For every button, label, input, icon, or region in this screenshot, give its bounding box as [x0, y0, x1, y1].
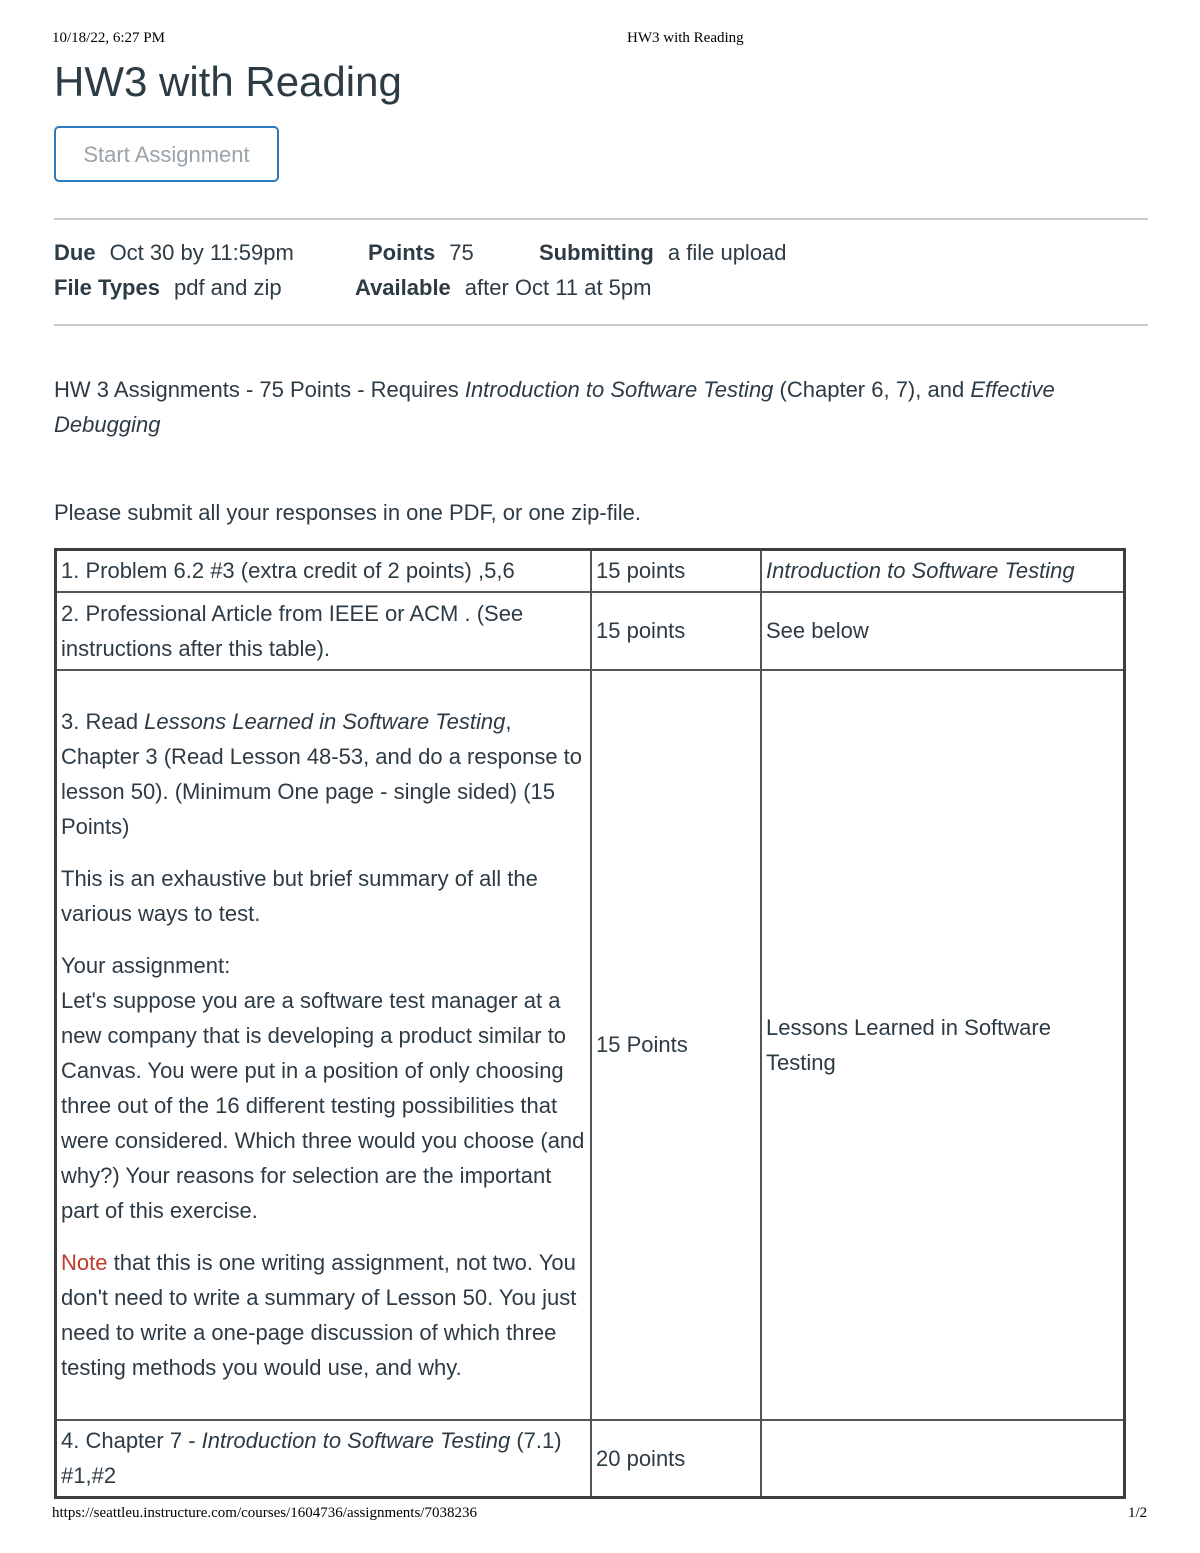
source-cell: Lessons Learned in Software Testing	[761, 670, 1125, 1420]
due-detail	[54, 240, 294, 266]
book-title: Lessons Learned in Software Testing	[144, 709, 506, 734]
task-text: 3. Read	[61, 709, 145, 734]
task-cell	[56, 1420, 592, 1498]
divider-bottom	[54, 324, 1148, 326]
task-cell: 2. Professional Article from IEEE or ACM . (See instructions after this table).	[56, 592, 592, 670]
task-cell	[56, 670, 592, 1420]
submit-instructions: Please submit all your responses in one PDF, or one zip-file.	[54, 500, 641, 525]
task-text: Let's suppose you are a software test manager at a new company that is developing a product similar to Canvas. You were put in a position of only choosing three out of the 16 different testing possibilities that were considered. Which three would you choose (and why?) Your reasons for selection are the important part of this exercise.	[61, 988, 585, 1223]
file-types-label: File Types	[54, 275, 160, 300]
task-text: Your assignment:	[61, 953, 231, 978]
submitting-label: Submitting	[539, 240, 654, 265]
intro-prefix: HW 3 Assignments - 75 Points - Requires	[54, 377, 465, 402]
task-paragraph	[61, 704, 586, 844]
table-row	[56, 592, 1125, 670]
task-paragraph: This is an exhaustive but brief summary of all the various ways to test.	[61, 866, 538, 926]
page-title: HW3 with Reading	[54, 58, 402, 105]
intro-middle: (Chapter 6, 7), and	[773, 377, 971, 402]
points-cell: 20 points	[591, 1420, 761, 1498]
task-paragraph	[61, 1245, 586, 1385]
book-title: Introduction to Software Testing	[201, 1428, 511, 1454]
due-value: Oct 30 by 11:59pm	[109, 240, 294, 265]
task-text: that this is one writing assignment, not two. You don't need to write a summary of Lesson 50. You just need to write a one-page discussion of which three testing methods you would use, and why.	[61, 1250, 577, 1380]
points-cell: 15 points	[591, 592, 761, 670]
print-date: 10/18/22, 6:27 PM	[52, 30, 165, 46]
table-row	[56, 670, 1125, 1420]
intro-book-1: Introduction to Software Testing	[464, 377, 774, 402]
intro-book-2: Effective Debugging	[54, 377, 1055, 437]
footer-url: https://seattleu.instructure.com/courses/1604736/assignments/7038236	[52, 1505, 477, 1521]
task-paragraph	[61, 948, 586, 1228]
points-cell: 15 Points	[591, 670, 761, 1420]
task-cell: 1. Problem 6.2 #3 (extra credit of 2 points) ,5,6	[56, 550, 592, 592]
submitting-value: a file upload	[667, 240, 787, 265]
available-detail	[355, 275, 651, 301]
points-detail	[368, 240, 474, 266]
source-text: Introduction to Software Testing	[766, 558, 1075, 584]
source-cell	[761, 550, 1125, 592]
assignment-intro	[54, 372, 1144, 442]
task-text: (7.1) #1,#2	[61, 1428, 562, 1489]
print-header-title: HW3 with Reading	[627, 30, 744, 46]
source-cell	[761, 1420, 1125, 1498]
source-cell: See below	[761, 592, 1125, 670]
note-label: Note	[61, 1250, 108, 1275]
start-assignment-button[interactable]: Start Assignment	[54, 126, 279, 182]
points-value: 75	[449, 240, 474, 265]
available-value: after Oct 11 at 5pm	[464, 275, 652, 300]
due-label: Due	[54, 240, 96, 265]
footer-page-number: 1/2	[1128, 1505, 1148, 1521]
task-text: , Chapter 3 (Read Lesson 48-53, and do a response to lesson 50). (Minimum One page - single sided) (15 Points)	[61, 709, 583, 839]
file-types-detail	[54, 275, 282, 301]
divider-top	[54, 218, 1148, 220]
table-row	[56, 1420, 1125, 1498]
assignment-table	[54, 548, 1126, 1499]
points-label: Points	[368, 240, 436, 265]
available-label: Available	[355, 275, 451, 300]
submitting-detail	[539, 240, 787, 266]
task-text: 4. Chapter 7 -	[61, 1428, 202, 1454]
points-cell: 15 points	[591, 550, 761, 592]
table-row	[56, 550, 1125, 592]
file-types-value: pdf and zip	[173, 275, 282, 300]
